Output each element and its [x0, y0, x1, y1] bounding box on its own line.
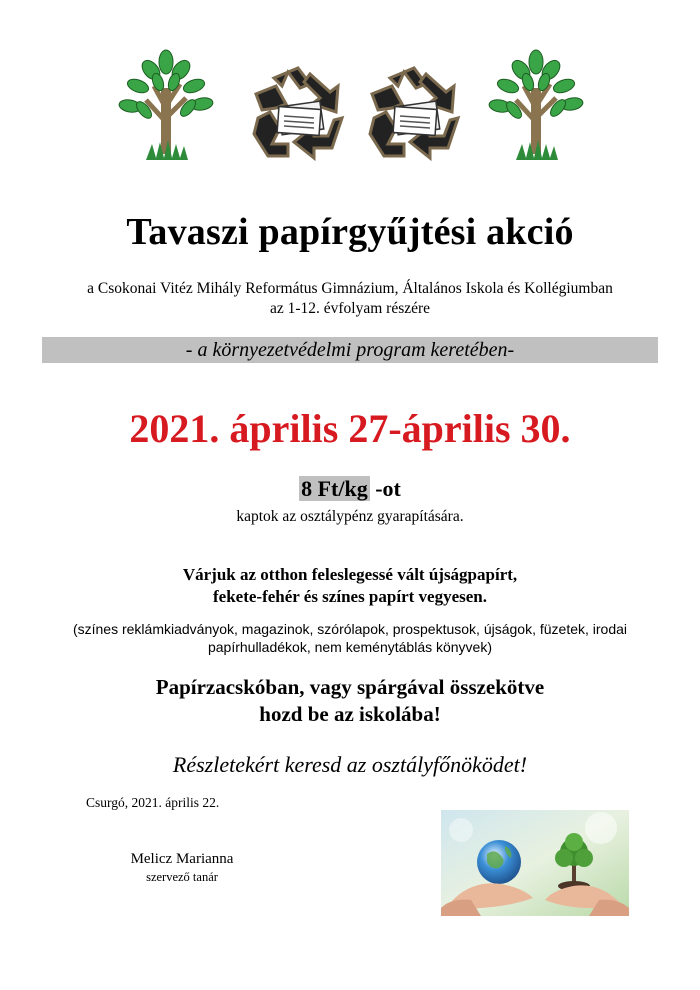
items-line-2: papírhulladékok, nem keménytáblás könyvek) — [207, 639, 493, 655]
program-band-text: - a környezetvédelmi program keretében- — [185, 339, 515, 361]
tree-icon — [486, 48, 586, 162]
signer-name: Melicz Marianna — [130, 851, 234, 867]
signer-role: szervező tanár — [146, 870, 218, 884]
bring-line-1: Papírzacskóban, vagy spárgával összekötve — [155, 675, 545, 699]
date-range: 2021. április 27-április 30. — [129, 406, 571, 451]
recycle-newspaper-icon — [364, 64, 470, 164]
items-line-1: (színes reklámkiadványok, magazinok, szórólapok, prospektusok, újságok, füzetek, irodai — [72, 621, 628, 637]
details-line: Részletekért keresd az osztályfőnöködet! — [172, 752, 528, 777]
price-suffix: -ot — [369, 476, 401, 501]
subtitle-school: a Csokonai Vitéz Mihály Református Gimnázium, Általános Iskola és Kollégiumban — [87, 280, 613, 297]
hands-globe-tree-photo — [441, 810, 629, 916]
tree-icon — [116, 48, 216, 162]
wait-line-2: fekete-fehér és színes papírt vegyesen. — [213, 587, 487, 606]
bring-line-2: hozd be az iskolába! — [259, 702, 441, 726]
subtitle-grades: az 1-12. évfolyam részére — [269, 300, 431, 317]
page-title: Tavaszi papírgyűjtési akció — [126, 211, 574, 253]
wait-line-1: Várjuk az otthon feleslegessé vált újságpapírt, — [182, 565, 518, 584]
price-highlight: 8 Ft/kg — [301, 476, 368, 501]
recycle-newspaper-icon — [248, 64, 354, 164]
place-date: Csurgó, 2021. április 22. — [86, 795, 220, 810]
price-description: kaptok az osztálypénz gyarapítására. — [236, 508, 464, 525]
price-line — [0, 476, 700, 502]
